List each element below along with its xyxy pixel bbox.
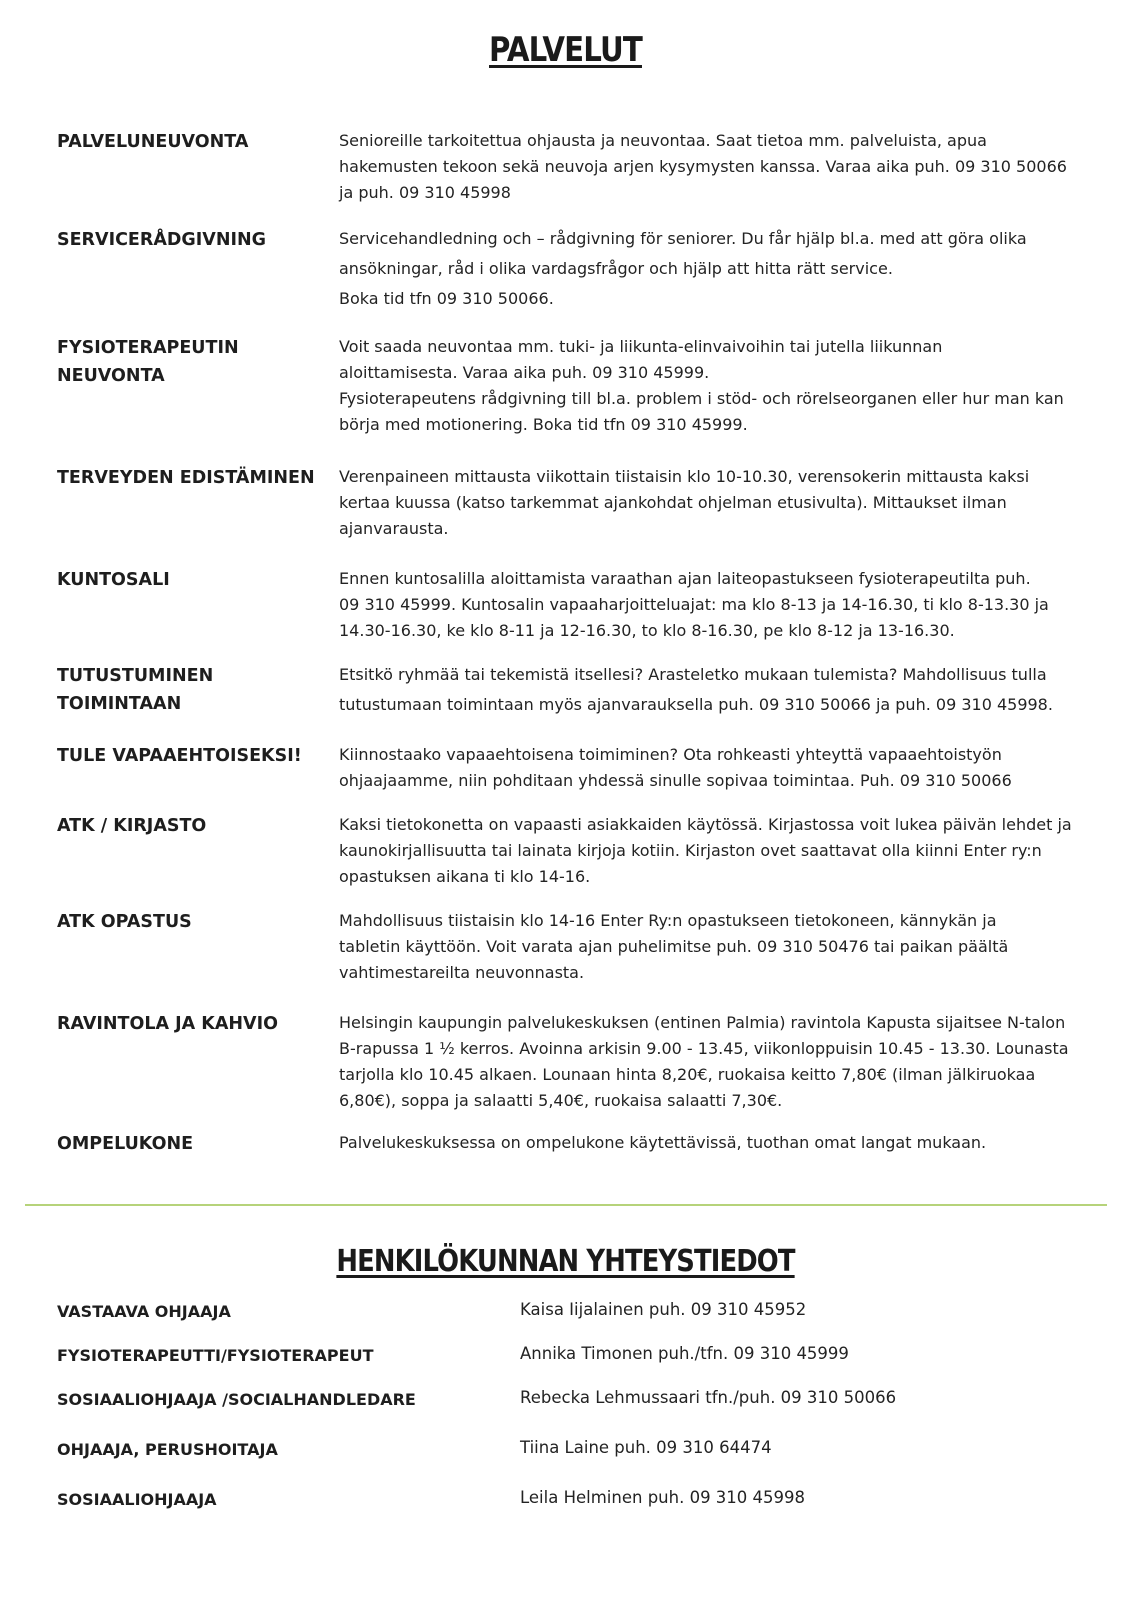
service-label-ravintola-ja-kahvio [57, 1010, 327, 1038]
service-label-atk-opastus [57, 908, 327, 936]
service-label-line: OMPELUKONE [57, 1134, 194, 1154]
service-label-fysioterapeutin-neuvonta [57, 334, 327, 390]
service-desc-line: tarjolla klo 10.45 alkaen. Lounaan hinta 8,20€, ruokaisa keitto 7,80€ (ilman jälkiruokaa [339, 1065, 1036, 1084]
service-desc-line: Palvelukeskuksessa on ompelukone käytettävissä, tuothan omat langat mukaan. [339, 1133, 987, 1152]
service-label-line: KUNTOSALI [57, 570, 170, 590]
service-label-line: ATK / KIRJASTO [57, 816, 207, 836]
service-desc-line: kaunokirjallisuutta tai lainata kirjoja kotiin. Kirjaston ovet saattavat olla kiinni Enter ry:n [339, 841, 1042, 860]
staff-contact: Rebecka Lehmussaari tfn./puh. 09 310 50066 [520, 1388, 897, 1407]
staff-section-title: HENKILÖKUNNAN YHTEYSTIEDOT [336, 1244, 795, 1279]
service-label-tule-vapaaehtoiseksi [57, 742, 327, 770]
service-desc-ravintola-ja-kahvio [339, 1010, 1111, 1114]
service-desc-terveyden-edistaminen [339, 464, 1111, 542]
service-desc-line: tabletin käyttöön. Voit varata ajan puhelimitse puh. 09 310 50476 tai paikan päältä [339, 937, 1009, 956]
staff-contact: Leila Helminen puh. 09 310 45998 [520, 1488, 806, 1507]
staff-role: FYSIOTERAPEUTTI/FYSIOTERAPEUT [57, 1346, 374, 1365]
staff-contact: Tiina Laine puh. 09 310 64474 [520, 1438, 772, 1457]
service-desc-line: Mahdollisuus tiistaisin klo 14-16 Enter Ry:n opastukseen tietokoneen, kännykän ja [339, 911, 997, 930]
service-desc-line: Senioreille tarkoitettua ohjausta ja neuvontaa. Saat tietoa mm. palveluista, apua [339, 131, 987, 150]
staff-role: SOSIAALIOHJAAJA /SOCIALHANDLEDARE [57, 1390, 416, 1409]
service-desc-line: 6,80€), soppa ja salaatti 5,40€, ruokaisa salaatti 7,30€. [339, 1091, 783, 1110]
service-desc-line: börja med motionering. Boka tid tfn 09 310 45999. [339, 415, 748, 434]
service-desc-line: Servicehandledning och – rådgivning för seniorer. Du får hjälp bl.a. med att göra olika [339, 229, 1027, 248]
page-title: PALVELUT [489, 30, 642, 70]
service-label-line: TOIMINTAAN [57, 694, 182, 714]
service-desc-atk-kirjasto [339, 812, 1111, 890]
service-desc-line: ja puh. 09 310 45998 [339, 183, 511, 202]
service-desc-line: Helsingin kaupungin palvelukeskuksen (entinen Palmia) ravintola Kapusta sijaitsee N-talon [339, 1013, 1066, 1032]
service-desc-tutustuminen-toimintaan [339, 660, 1111, 720]
service-desc-atk-opastus [339, 908, 1111, 986]
service-label-kuntosali [57, 566, 327, 594]
service-label-tutustuminen-toimintaan [57, 662, 327, 718]
service-desc-line: opastuksen aikana ti klo 14-16. [339, 867, 591, 886]
staff-role: OHJAAJA, PERUSHOITAJA [57, 1440, 278, 1459]
service-label-line: TUTUSTUMINEN [57, 666, 214, 686]
service-label-line: SERVICERÅDGIVNING [57, 230, 267, 250]
service-desc-line: vahtimestareilta neuvonnasta. [339, 963, 585, 982]
service-desc-line: Fysioterapeutens rådgivning till bl.a. problem i stöd- och rörelseorganen eller hur man kan [339, 389, 1064, 408]
service-desc-line: Kiinnostaako vapaaehtoisena toimiminen? Ota rohkeasti yhteyttä vapaaehtoistyön [339, 745, 1002, 764]
service-label-line: TERVEYDEN EDISTÄMINEN [57, 468, 315, 488]
service-label-line: RAVINTOLA JA KAHVIO [57, 1014, 278, 1034]
service-desc-line: 14.30-16.30, ke klo 8-11 ja 12-16.30, to klo 8-16.30, pe klo 8-12 ja 13-16.30. [339, 621, 955, 640]
service-label-terveyden-edistaminen [57, 464, 327, 492]
section-divider [25, 1204, 1107, 1206]
service-label-atk-kirjasto [57, 812, 327, 840]
service-label-line: ATK OPASTUS [57, 912, 192, 932]
staff-contact: Kaisa Iijalainen puh. 09 310 45952 [520, 1300, 807, 1319]
service-desc-palveluneuvonta [339, 128, 1111, 206]
service-desc-line: Boka tid tfn 09 310 50066. [339, 289, 554, 308]
staff-contact: Annika Timonen puh./tfn. 09 310 45999 [520, 1344, 849, 1363]
service-desc-line: 09 310 45999. Kuntosalin vapaaharjoitteluajat: ma klo 8-13 ja 14-16.30, ti klo 8-13.30 ja [339, 595, 1049, 614]
service-label-servicenradgivning [57, 226, 327, 254]
service-desc-line: hakemusten tekoon sekä neuvoja arjen kysymysten kanssa. Varaa aika puh. 09 310 50066 [339, 157, 1067, 176]
service-desc-line: Etsitkö ryhmää tai tekemistä itsellesi? Arasteletko mukaan tulemista? Mahdollisuus tulla [339, 665, 1047, 684]
service-label-line: TULE VAPAAEHTOISEKSI! [57, 746, 302, 766]
service-label-line: PALVELUNEUVONTA [57, 132, 249, 152]
service-desc-line: ohjaajaamme, niin pohditaan yhdessä sinulle sopivaa toimintaa. Puh. 09 310 50066 [339, 771, 1012, 790]
service-desc-line: Kaksi tietokonetta on vapaasti asiakkaiden käytössä. Kirjastossa voit lukea päivän lehdet ja [339, 815, 1072, 834]
service-desc-fysioterapeutin-neuvonta [339, 334, 1111, 438]
service-desc-line: kertaa kuussa (katso tarkemmat ajankohdat ohjelman etusivulta). Mittaukset ilman [339, 493, 1007, 512]
service-desc-kuntosali [339, 566, 1111, 644]
service-desc-line: aloittamisesta. Varaa aika puh. 09 310 45999. [339, 363, 710, 382]
service-label-line: FYSIOTERAPEUTIN [57, 338, 239, 358]
service-label-ompelukone [57, 1130, 327, 1158]
staff-role: SOSIAALIOHJAAJA [57, 1490, 217, 1509]
service-desc-ompelukone [339, 1130, 1111, 1156]
service-desc-servicenradgivning [339, 224, 1111, 314]
staff-role: VASTAAVA OHJAAJA [57, 1302, 231, 1321]
service-desc-line: B-rapussa 1 ½ kerros. Avoinna arkisin 9.00 - 13.45, viikonloppuisin 10.45 - 13.30. Lounasta [339, 1039, 1069, 1058]
service-desc-line: Verenpaineen mittausta viikottain tiistaisin klo 10-10.30, verensokerin mittausta kaksi [339, 467, 1030, 486]
service-desc-tule-vapaaehtoiseksi [339, 742, 1111, 794]
service-desc-line: ansökningar, råd i olika vardagsfrågor och hjälp att hitta rätt service. [339, 259, 893, 278]
service-desc-line: tutustumaan toimintaan myös ajanvarauksella puh. 09 310 50066 ja puh. 09 310 45998. [339, 695, 1053, 714]
service-desc-line: Voit saada neuvontaa mm. tuki- ja liikunta-elinvaivoihin tai jutella liikunnan [339, 337, 943, 356]
service-desc-line: ajanvarausta. [339, 519, 449, 538]
service-label-line: NEUVONTA [57, 366, 165, 386]
service-desc-line: Ennen kuntosalilla aloittamista varaathan ajan laiteopastukseen fysioterapeutilta puh. [339, 569, 1031, 588]
service-label-palveluneuvonta [57, 128, 327, 156]
